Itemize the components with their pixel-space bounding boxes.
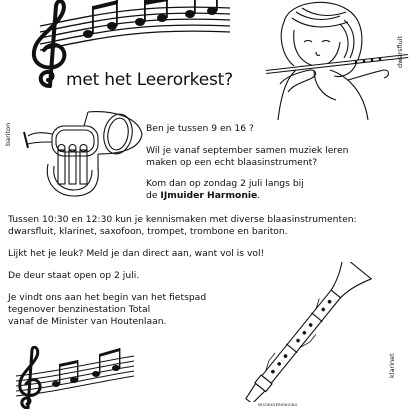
flute-player-illustration (244, 0, 409, 120)
body-line-2: dwarsfluit, klarinet, saxofoon, trompet, trombone en bariton. (8, 226, 288, 237)
body-line-4: De deur staat open op 2 juli. (8, 270, 140, 281)
intro-invite-line2 (146, 190, 260, 202)
body-line-6: tegenover benzinestation Total (8, 304, 151, 315)
label-bariton: bariton (4, 122, 12, 146)
page-title: met het Leerorkest? (66, 70, 233, 90)
intro-question-line2: maken op een echt blaasinstrument? (146, 157, 318, 168)
clarinet-illustration (230, 262, 380, 402)
intro-question-line1: Wil je vanaf september samen muziek leren (146, 145, 349, 156)
invite-article: de (146, 190, 161, 201)
invite-end: . (257, 190, 261, 201)
intro-question-age: Ben je tussen 9 en 16 ? (146, 123, 254, 134)
body-line-3: Lijkt het je leuk? Meld je dan direct aan, want vol is vol! (8, 248, 265, 259)
baritone-horn-illustration (14, 104, 146, 210)
body-line-1: Tussen 10:30 en 12:30 kun je kennismaken met diverse blaasinstrumenten: (8, 214, 357, 225)
intro-invite-line1: Kom dan op zondag 2 juli langs bij (146, 178, 304, 189)
footer-stamp: MUZIEKVERENIGING (258, 403, 298, 407)
music-notes-icon (16, 346, 136, 409)
body-line-5: Je vindt ons aan het begin van het fietspad (8, 292, 207, 303)
organization-name: IJmuider Harmonie (160, 190, 258, 201)
body-line-7: vanaf de Minister van Houtenlaan. (8, 316, 167, 327)
label-dwarsfluit: dwarsfluit (396, 35, 404, 68)
label-klarinet: klarinet (388, 353, 396, 378)
